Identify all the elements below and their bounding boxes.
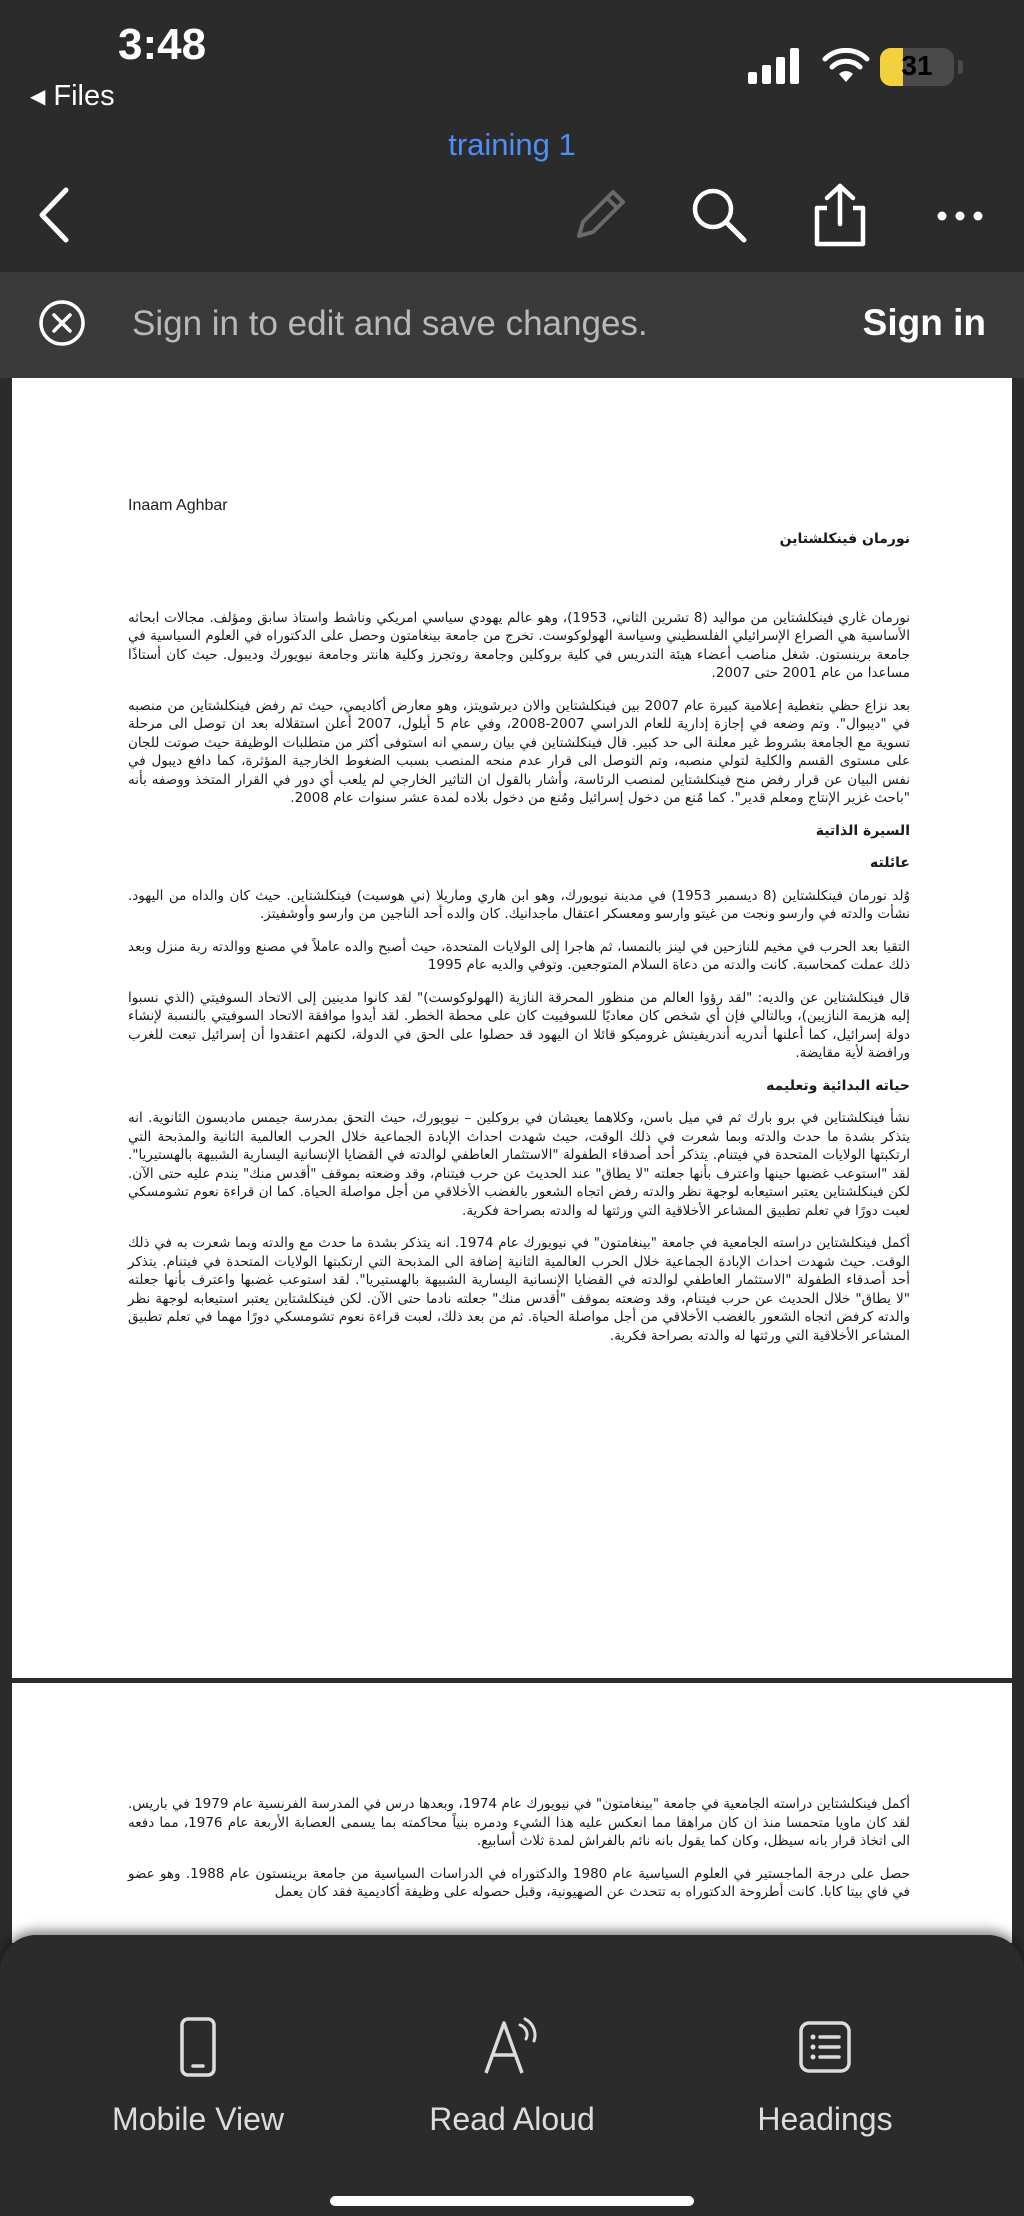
paragraph: حصل على درجة الماجستير في العلوم السياسية عام 1980 والدكتوراه في الدراسات السياسية من جامعة برينستون عام 1988. وهو عضو في فاي بيتا كابا. كانت أطروحة الدكتوراه به تتحدث عن الصهيونية، وقبل حصوله على وظيفة أكاديمية فقد كان يعمل: [128, 1865, 910, 1900]
wifi-icon: [822, 48, 870, 84]
section-heading: عائلته: [870, 855, 910, 871]
cellular-signal-icon: [748, 48, 800, 84]
section-heading: حياته البدائية وتعليمه: [766, 1077, 910, 1094]
share-icon[interactable]: [805, 180, 875, 250]
paragraph: نورمان غاري فينكلشتاين من مواليد (8 تشرين الثاني، 1953)، وهو عالم يهودي سياسي امريكي وناشط واستاذ سابق ومؤلف. مجالات ابحاثه الأساسية هي الصراع الإسرائيلي الفلسطيني وسياسة الهولوكوست. تخرج من جامعة بينغامتون وحصل على الدكتوراه في العلوم السياسية في جامعة برينستون. شغل مناصب أعضاء هيئة التدريس في كلية بروكلين وجامعة روتجرز وكلية هانتر وجامعة نيويورك وديبول. حيث كان أستاذًا مساعدا من عام 2001 حتى 2007.: [128, 609, 910, 681]
read-aloud-button[interactable]: [392, 2015, 632, 2138]
battery-level-text: 31: [901, 50, 933, 81]
back-to-app-link[interactable]: [30, 80, 115, 113]
status-time: 3:48: [118, 20, 207, 69]
headings-list-icon: [797, 2015, 853, 2079]
headings-label: Headings: [757, 2101, 893, 2137]
back-app-label: Files: [53, 80, 115, 112]
battery-tip: [958, 60, 963, 74]
headings-button[interactable]: [705, 2015, 945, 2138]
paragraph: بعد نزاع حظي بتغطية إعلامية كبيرة عام 2007 بين فينكلشتاين والان ديرشويتز، وهو معارض أكاديمي، حيث تم رفض فينكلشتاين من منصبه في "ديبوال". وتم وضعه في إجازة إدارية للعام الدراسي 2007-2008، وفي عام 5 أيلول، 2007 أعلن استقلاله بعد ان توصل الى مرحلة تسوية مع الجامعة بشروط غير معلنة الى حد كبير. قال فينكلشتاين في بيان رسمي انه استوفى أكثر من متطلبات الوظيفة حيث صوتت للجان على مستوى القسم والكلية لتولي منصبه، وتم التوصل الى قرار عدم منحه المنصب بسبب الضغوط الخارجية المؤثرة، كما دافع ديبول في نفس البيان عن قرار رفض منح فينكلشتاين لمنصب الرئاسة، وأشار بالقول ان التاثير الخارجي لم يلعب أي دور في القرار المتخذ ووصفه بأنه "باحث غزير الإنتاج ومعلم قدير". كما مُنع من دخول إسرائيل ومُنع من دخول بلاده لمدة عشر سنوات عام 2008.: [128, 697, 911, 806]
paragraph: قال فينكلشتاين عن والديه: "لقد رؤوا العالم من منظور المحرقة النازية (الهولوكوست)" لقد كانوا مدينين إلى الاتحاد السوفيتي (الذي نسبوا إليه هزيمة النازيين)، وبالتالي فإن أي شخص كان معاديًا للسوفييت كان على محطة الخطر. لقد أيدوا موافقة الاتحاد السوفيتي بالنسبة لإنشاء دولة إسرائيل، كما أعلنها أندريه أندريفيتش غروميكو قائلا ان اليهود قد حصلوا على الحق في الدولة، لكنهم اعتقدوا أن إسرائيل تبعت للغرب ورافضة لأية مقايضة.: [128, 989, 910, 1061]
battery-indicator: [880, 48, 954, 86]
page-1-body: [128, 530, 910, 1359]
sign-in-button[interactable]: Sign in: [862, 302, 986, 343]
paragraph: نشأ فينكلشتاين في برو بارك ثم في ميل باسن، وكلاهما يعيشان في بروكلين – نيويورك، حيث التحق بمدرسة جيمس ماديسون الثانوية. انه يتذكر بشدة ما حدث والدته وبما شعرت في ذلك الوقت، حيث شهدت احداث الإبادة الجماعية خلال الحرب العالمية الثانية والمذبحة التي ارتكبتها الولايات المتحدة في فيتنام. يتذكر أحد أصدقاء الطفولة "الاستثمار العاطفي لوالدته في القضايا الإنسانية اليسارية الشبيهة بالهستيريا". لقد "استوعب غضبها حينها واعترف بأنها جعلته "لا يطاق" عند الحديث عن حرب فيتنام، وقد وضعته بموقف "أقدس منك" يندم عليه حتى الآن. لكن فينكلشتاين يعتبر استيعابه لوجهة نظر والدته رفض اتجاه الشعور بالغضب الأخلاقي من أجل مواصلة الحياة. كما ان قراءة نعوم تشومسكي لعبت دورًا في تعلم تطبيق المشاعر الأخلاقية التي ورثتها له والدته بصراحة فكرية.: [128, 1110, 910, 1219]
paragraph: وُلد نورمان فينكلشتاين (8 ديسمبر 1953) في مدينة نيويورك، وهو ابن هاري وماريلا (ني هوسيت) فينكلشتاين. حيث كان والداه من اليهود. نشأت والدته في وارسو ونجت من غيتو وارسو ومعسكر اعتقال ماجدانيك. كان والده أحد الناجين من وارسو وأوشفيتز.: [128, 887, 910, 922]
document-author: Inaam Aghbar: [128, 497, 228, 514]
document-title[interactable]: training 1: [448, 127, 576, 162]
mobile-view-button[interactable]: [78, 2015, 318, 2138]
read-aloud-label: Read Aloud: [429, 2101, 595, 2137]
mobile-view-label: Mobile View: [112, 2101, 284, 2137]
home-indicator[interactable]: [330, 2196, 694, 2206]
document-heading: نورمان فينكلشتاين: [779, 531, 910, 547]
page-2-body: [128, 1795, 910, 1916]
read-aloud-icon: [480, 2015, 544, 2079]
sign-in-banner: [0, 272, 1024, 378]
paragraph: أكمل فينكلشتاين دراسته الجامعية في جامعة "بينغامتون" في نيويورك عام 1974، وبعدها درس في المدرسة الفرنسية عام 1979 في باريس. لقد كان ماويا متحمسا منذ ان كان مراهقا مما انعكس عليه هذا الشيء ودمره بنياً محاكمته بما يسمى العصابة الأربعة عام 1976، مما دفعه الى اتخاذ قرار بانه سيظل، وكان كما يقول بانه نائم بالفراش لمدة ثلاث أسابيع.: [128, 1796, 910, 1849]
document-page-1[interactable]: [12, 378, 1012, 1678]
sign-in-message: Sign in to edit and save changes.: [132, 304, 648, 343]
paragraph: التقيا بعد الحرب في مخيم للنازحين في لينز بالنمسا، ثم هاجرا إلى الولايات المتحدة، حيث أصبح والده عاملاً في مصنع ووالدته ربة منزل وبعد ذلك عملت كمحاسبة. كانت والدته من دعاة السلام المتوجعين. وتوفي والديه عام 1995: [128, 938, 910, 973]
search-icon[interactable]: [684, 180, 754, 250]
document-page-2[interactable]: [12, 1683, 1012, 1943]
bottom-toolbar: [0, 1935, 1024, 2216]
phone-icon: [176, 2015, 220, 2079]
paragraph: أكمل فينكلشتاين دراسته الجامعية في جامعة "بينغامتون" في نيويورك عام 1974. انه يتذكر بشدة ما حدث مع والدته وبما شعرت به في ذلك الوقت. حيث شهدت احداث الإبادة الجماعية خلال الحرب العالمية الثانية إضافة الى المذبحة التي ارتكبتها الولايات المتحدة في فيتنام. يتذكر أحد أصدقاء الطفولة "الاستثمار العاطفي لوالدته في القضايا الإنسانية اليسارية الشبيهة بالهستيريا". لقد استوعب غضبها واعترف بأنها جعلته "لا يطاق" خلال الحديث عن حرب فيتنام، وقد وضعته بموقف "أقدس منك" جعلته نادما حتى الآن. لكن فينكلشتاين يعتبر استيعابه لوجهة نظر والدته كرفض اتجاه الشعور بالغضب الأخلاقي من أجل مواصلة الحياة. ثم من بعد ذلك، لعبت قراءة نعوم تشومسكي دورًا مهما في تعلم تطبيق المشاعر الأخلاقية التي ورثتها له والدته بصراحة فكرية.: [128, 1235, 911, 1344]
edit-pencil-icon[interactable]: [565, 180, 635, 250]
back-chevron-icon[interactable]: [22, 180, 92, 250]
status-bar: [0, 0, 1024, 130]
more-options-icon[interactable]: [925, 180, 995, 250]
close-circle-icon[interactable]: [38, 299, 86, 347]
section-heading: السيرة الذاتية: [815, 822, 910, 839]
back-triangle-icon: ◀: [30, 86, 46, 108]
